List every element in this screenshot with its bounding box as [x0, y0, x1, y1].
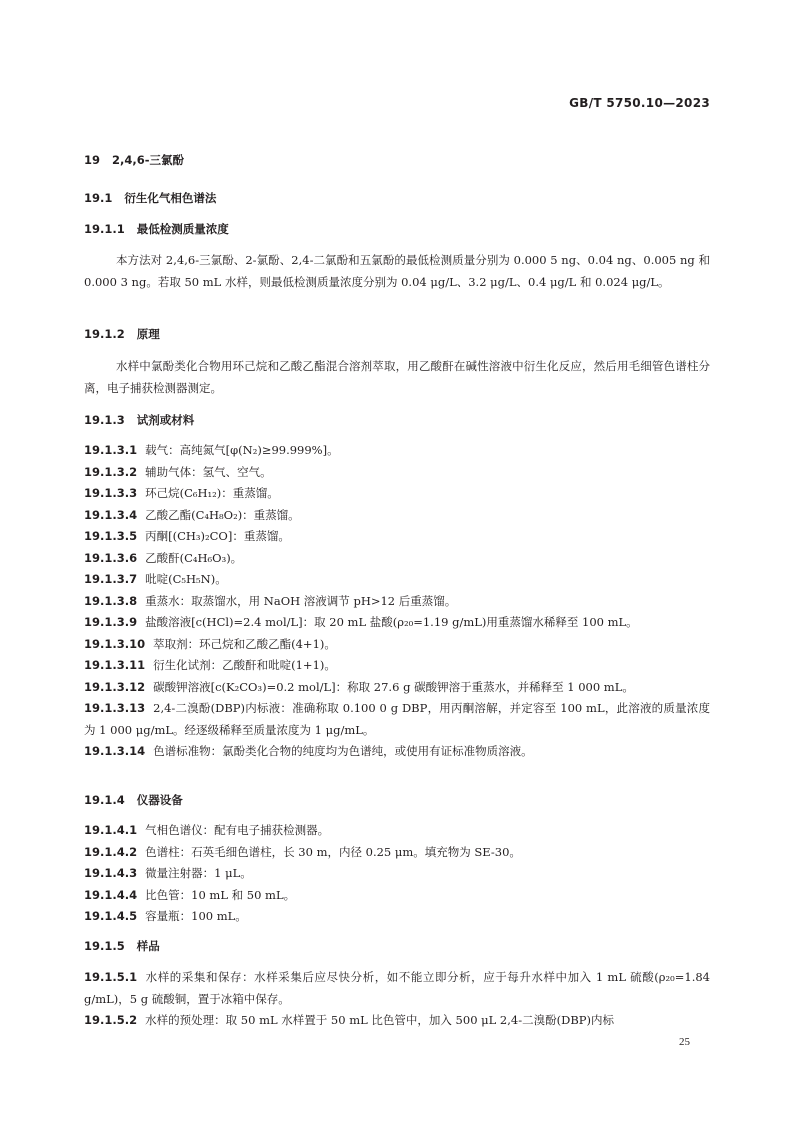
item-number: 19.1.3.4 — [84, 507, 138, 522]
reagents-list — [84, 440, 710, 763]
section-number: 19.1.1 — [84, 222, 125, 236]
item-number: 19.1.4.5 — [84, 909, 138, 923]
section-19-1-5-heading — [84, 936, 710, 958]
section-19-1-1-heading — [84, 219, 710, 241]
list-item — [84, 655, 710, 677]
item-text: 比色管：10 mL 和 50 mL。 — [145, 887, 296, 902]
section-number: 19.1 — [84, 191, 113, 205]
equipment-list — [84, 820, 710, 928]
item-number: 19.1.4.3 — [84, 866, 138, 880]
item-text: 水样的预处理：取 50 mL 水样置于 50 mL 比色管中，加入 500 μL 2,4-二溴酚(DBP)内标 — [145, 1013, 614, 1027]
item-text: 衍生化试剂：乙酸酐和吡啶(1+1)。 — [153, 658, 336, 672]
item-text: 盐酸溶液[c(HCl)=2.4 mol/L]：取 20 mL 盐酸(ρ₂₀=1.19 g/mL)用重蒸馏水稀释至 100 mL。 — [145, 615, 638, 629]
section-number: 19.1.3 — [84, 413, 125, 427]
item-number: 19.1.4.2 — [84, 844, 138, 859]
section-19-1-heading — [84, 188, 710, 210]
item-text: 重蒸水：取蒸馏水，用 NaOH 溶液调节 pH>12 后重蒸馏。 — [145, 593, 457, 608]
page-number: 25 — [679, 1036, 690, 1048]
item-number: 19.1.3.9 — [84, 615, 138, 629]
section-number: 19.1.2 — [84, 327, 125, 341]
item-number: 19.1.5.2 — [84, 1013, 138, 1027]
item-text: 微量注射器：1 μL。 — [145, 866, 252, 880]
list-item — [84, 505, 710, 527]
item-text: 乙酸酐(C₄H₆O₃)。 — [145, 550, 243, 565]
item-number: 19.1.3.3 — [84, 486, 138, 500]
item-text: 水样的采集和保存：水样采集后应尽快分析，如不能立即分析，应于每升水样中加入 1 mL 硫酸(ρ₂₀=1.84 g/mL)，5 g 硫酸铜，置于冰箱中保存。 — [84, 970, 710, 1006]
list-item — [84, 548, 710, 570]
item-number: 19.1.3.11 — [84, 658, 146, 672]
section-title: 仪器设备 — [136, 793, 183, 807]
section-title: 原理 — [136, 327, 160, 341]
list-item — [84, 677, 710, 699]
list-item — [84, 698, 710, 741]
item-number: 19.1.3.6 — [84, 550, 138, 565]
item-number: 19.1.3.2 — [84, 464, 138, 479]
section-title: 衍生化气相色谱法 — [124, 191, 217, 205]
item-number: 19.1.3.12 — [84, 679, 146, 694]
item-text: 辅助气体：氢气、空气。 — [145, 464, 272, 479]
item-text: 环己烷(C₆H₁₂)：重蒸馏。 — [145, 486, 279, 500]
list-item — [84, 612, 710, 634]
item-number: 19.1.3.10 — [84, 636, 146, 651]
item-number: 19.1.3.1 — [84, 443, 138, 457]
item-text: 色谱柱：石英毛细色谱柱，长 30 m，内径 0.25 μm。填充物为 SE-30。 — [145, 844, 521, 859]
detection-limit-paragraph: 本方法对 2,4,6-三氯酚、2-氯酚、2,4-二氯酚和五氯酚的最低检测质量分别为 0.000 5 ng、0.04 ng、0.005 ng 和 0.000 3 ng。若取 50 mL 水样，则最低检测质量浓度分别为 0.04 μg/L、3.2 μg/L、0.4 μg/L 和 0.024 μg/L。 — [84, 253, 710, 289]
section-number: 19.1.5 — [84, 939, 125, 953]
section-19-1-3-heading — [84, 410, 710, 432]
list-item — [84, 863, 710, 885]
list-item — [84, 906, 710, 928]
section-title: 样品 — [136, 939, 160, 953]
item-number: 19.1.3.8 — [84, 593, 138, 608]
item-text: 气相色谱仪：配有电子捕获检测器。 — [145, 823, 330, 837]
item-text: 吡啶(C₅H₅N)。 — [145, 572, 227, 586]
item-number: 19.1.5.1 — [84, 970, 138, 984]
list-item — [84, 591, 710, 613]
item-text: 容量瓶：100 mL。 — [145, 909, 247, 923]
list-item — [84, 526, 710, 548]
section-number: 19.1.4 — [84, 793, 125, 807]
list-item — [84, 440, 710, 462]
item-number: 19.1.3.5 — [84, 529, 138, 543]
list-item — [84, 462, 710, 484]
item-number: 19.1.4.4 — [84, 887, 138, 902]
section-19-heading — [84, 150, 710, 172]
section-number: 19 — [84, 153, 101, 167]
list-item — [84, 741, 710, 763]
item-text: 碳酸钾溶液[c(K₂CO₃)=0.2 mol/L]：称取 27.6 g 碳酸钾溶于重蒸水，并稀释至 1 000 mL。 — [153, 679, 634, 694]
list-item — [84, 634, 710, 656]
item-number: 19.1.3.14 — [84, 744, 146, 758]
item-text: 载气：高纯氮气[φ(N₂)≥99.999%]。 — [145, 443, 339, 457]
standard-code: GB/T 5750.10—2023 — [569, 96, 710, 110]
principle-paragraph: 水样中氯酚类化合物用环己烷和乙酸乙酯混合溶剂萃取，用乙酸酐在碱性溶液中衍生化反应，然后用毛细管色谱柱分离，电子捕获检测器测定。 — [84, 359, 710, 395]
item-text: 丙酮[(CH₃)₂CO]：重蒸馏。 — [145, 529, 290, 543]
item-text: 2,4-二溴酚(DBP)内标液：准确称取 0.100 0 g DBP，用丙酮溶解，并定容至 100 mL，此溶液的质量浓度为 1 000 μg/mL。经逐级稀释至质量浓度为 1 μg/mL。 — [84, 701, 710, 737]
section-19-1-4-heading — [84, 790, 710, 812]
item-text: 乙酸乙酯(C₄H₈O₂)：重蒸馏。 — [145, 507, 300, 522]
item-text: 色谱标准物：氯酚类化合物的纯度均为色谱纯，或使用有证标准物质溶液。 — [153, 744, 533, 758]
section-title: 最低检测质量浓度 — [136, 222, 229, 236]
list-item — [84, 842, 710, 864]
list-item — [84, 569, 710, 591]
samples-list — [84, 967, 710, 1032]
list-item — [84, 885, 710, 907]
list-item — [84, 820, 710, 842]
section-title: 2,4,6-三氯酚 — [112, 153, 185, 167]
item-number: 19.1.4.1 — [84, 823, 138, 837]
item-number: 19.1.3.13 — [84, 701, 146, 715]
item-number: 19.1.3.7 — [84, 572, 138, 586]
list-item — [84, 967, 710, 1010]
list-item — [84, 483, 710, 505]
section-19-1-2-heading — [84, 324, 710, 346]
list-item — [84, 1010, 710, 1032]
section-title: 试剂或材料 — [136, 413, 195, 427]
item-text: 萃取剂：环己烷和乙酸乙酯(4+1)。 — [153, 636, 336, 651]
